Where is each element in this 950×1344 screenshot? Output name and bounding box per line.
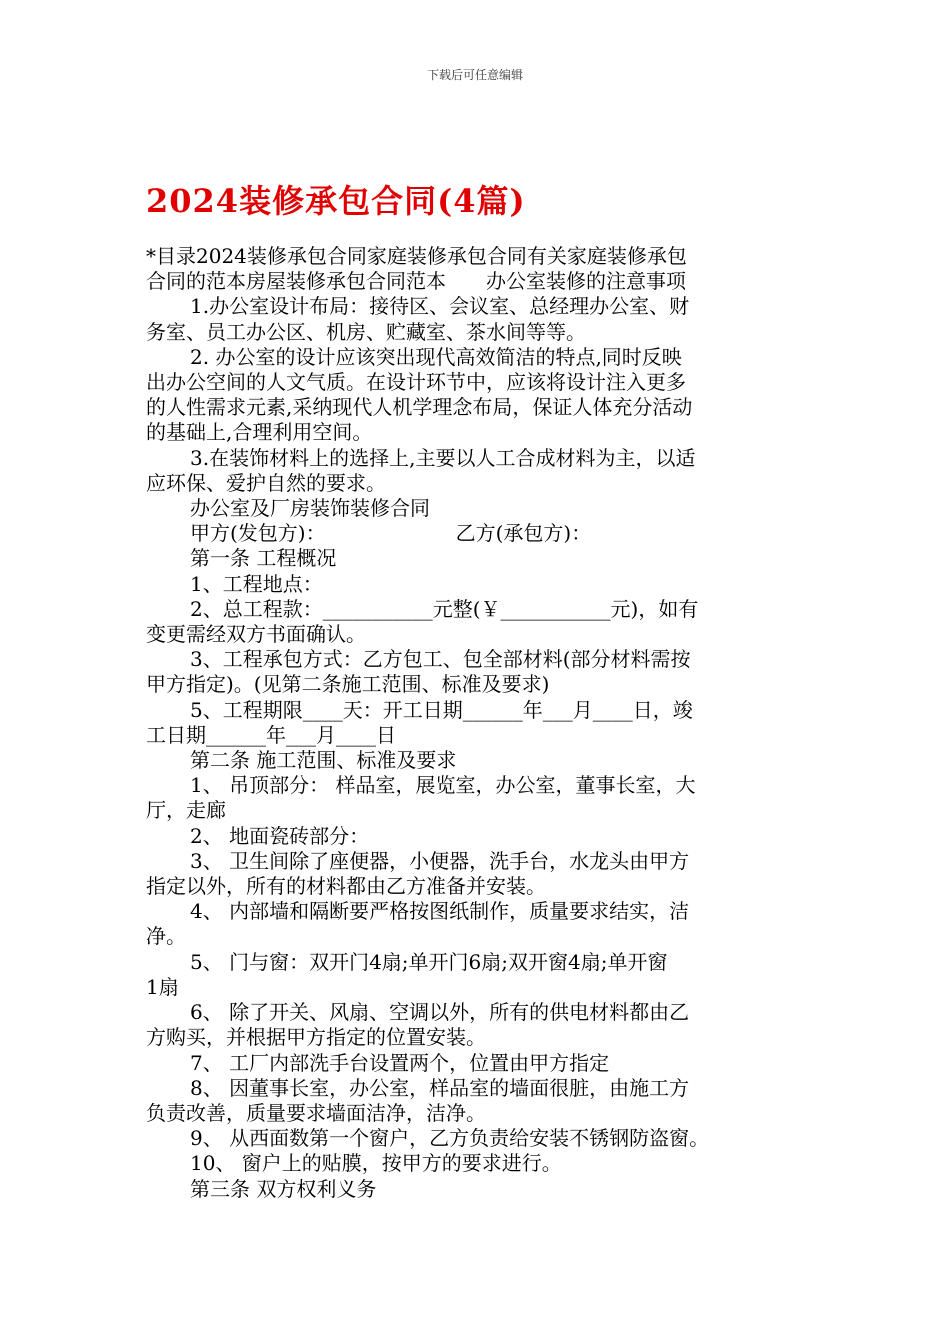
document-body: [146, 244, 810, 1202]
body-line: 5、 门与窗：双开门4扇;单开门6扇;双开窗4扇;单开窗: [190, 949, 668, 974]
body-line: 甲方指定)。(见第二条施工范围、标准及要求): [146, 672, 550, 697]
body-line: 第一条 工程概况: [190, 546, 337, 571]
body-line: 出办公空间的人文气质。在设计环节中，应该将设计注入更多: [146, 370, 686, 395]
body-line: 方购买，并根据甲方指定的位置安装。: [146, 1025, 486, 1050]
body-line: 的人性需求元素,采纳现代人机学理念布局，保证人体充分活动: [146, 395, 693, 420]
body-line: 负责改善，质量要求墙面洁净，洁净。: [146, 1100, 486, 1125]
body-line: 合同的范本房屋装修承包合同范本 办公室装修的注意事项: [146, 269, 686, 294]
body-line: 1、工程地点：: [190, 571, 323, 596]
body-line: 的基础上,合理利用空间。: [146, 420, 373, 445]
body-line: 第二条 施工范围、标准及要求: [190, 748, 457, 773]
header-note: 下载后可任意编辑: [426, 68, 523, 82]
body-line: 工日期______年___月____日: [146, 722, 396, 747]
body-line: 9、 从西面数第一个窗户，乙方负责给安装不锈钢防盗窗。: [190, 1126, 710, 1151]
body-line: 1、 吊顶部分： 样品室，展览室，办公室，董事长室，大: [190, 773, 696, 798]
body-line: 净。: [146, 924, 186, 949]
body-line: 厅，走廊: [146, 798, 226, 823]
body-line: 务室、员工办公区、机房、贮藏室、茶水间等等。: [146, 319, 586, 344]
body-line: 变更需经双方书面确认。: [146, 622, 366, 647]
body-line: 3、工程承包方式：乙方包工、包全部材料(部分材料需按: [190, 647, 691, 672]
body-line: 指定以外，所有的材料都由乙方准备并安装。: [146, 874, 546, 899]
body-line: 8、 因董事长室，办公室，样品室的墙面很脏，由施工方: [190, 1075, 690, 1100]
body-line: 10、 窗户上的贴膜，按甲方的要求进行。: [190, 1151, 562, 1176]
body-line: *目录2024装修承包合同家庭装修承包合同有关家庭装修承包: [146, 244, 687, 268]
body-line: 2、 地面瓷砖部分：: [190, 823, 370, 848]
body-line: 5、工程期限____天：开工日期______年___月____日，竣: [190, 697, 693, 722]
body-line: 办公室及厂房装饰装修合同: [190, 496, 430, 521]
body-line: 6、 除了开关、风扇、空调以外，所有的供电材料都由乙: [190, 1000, 690, 1025]
body-line: 甲方(发包方)： 乙方(承包方)：: [190, 521, 592, 546]
body-line: 1.办公室设计布局：接待区、会议室、总经理办公室、财: [190, 294, 690, 319]
body-line: 3.在装饰材料上的选择上,主要以人工合成材料为主，以适: [190, 445, 696, 470]
body-line: 2、总工程款：___________元整(￥___________元)，如有: [190, 596, 699, 621]
body-line: 应环保、爱护自然的要求。: [146, 470, 386, 495]
body-line: 7、 工厂内部洗手台设置两个，位置由甲方指定: [190, 1050, 610, 1075]
body-line: 第三条 双方权利义务: [190, 1176, 377, 1201]
body-line: 1扇: [146, 974, 179, 999]
body-line: 3、 卫生间除了座便器，小便器，洗手台，水龙头由甲方: [190, 848, 690, 873]
body-line: 2. 办公室的设计应该突出现代高效简洁的特点,同时反映: [190, 344, 682, 369]
body-line: 4、 内部墙和隔断要严格按图纸制作，质量要求结实，洁: [190, 899, 690, 924]
document-title: 2024装修承包合同(4篇): [146, 182, 526, 220]
